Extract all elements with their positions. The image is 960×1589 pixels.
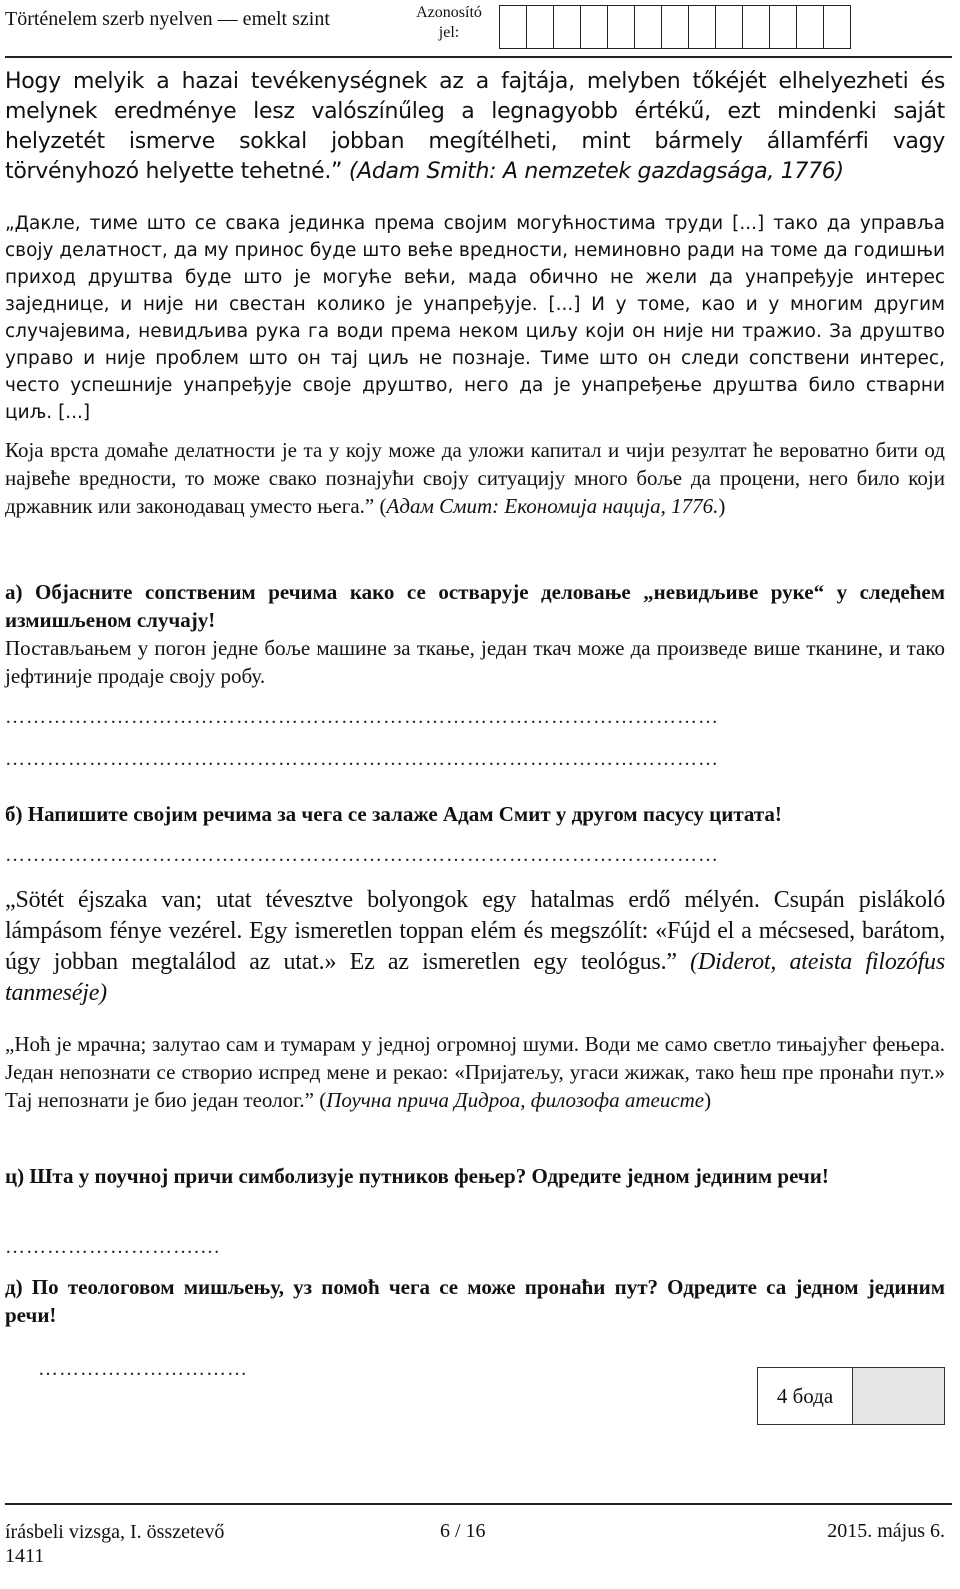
- question-b: б) Напишите својим речима за чега се залаже Адам Смит у другом пасусу цитата!: [5, 802, 782, 826]
- id-boxes: [500, 5, 851, 49]
- question-c: ц) Шта у поучној причи симболизује путников фењер? Одредите једном јединим речи!: [5, 1164, 829, 1188]
- answer-line[interactable]: …………………………………………………………………………………………: [5, 748, 719, 770]
- exam-date: 2015. május 6.: [827, 1520, 945, 1542]
- id-box[interactable]: [661, 5, 689, 49]
- answer-line[interactable]: ……………………….…: [5, 1236, 221, 1258]
- header-divider: [5, 56, 952, 58]
- footer-divider: [5, 1503, 952, 1505]
- id-box[interactable]: [553, 5, 581, 49]
- footer-exam-info: írásbeli vizsga, I. összetevő 1411: [5, 1521, 225, 1567]
- score-box: [757, 1367, 945, 1425]
- source2-serbian: „Ноћ је мрачна; залутао сам и тумарам у једној огромној шуми. Води ме само светло тињајућег фењера. Један непознати се створио испред мене и рекао: «Пријатељу, угаси жижак, тако ћеш пре пронаћи пут.» Тај непознати је био један теолог.” (Поучна прича Дидроа, филозофа атеисте): [5, 1032, 945, 1112]
- id-box[interactable]: [526, 5, 554, 49]
- answer-line[interactable]: …………………………………………………………………………………………: [5, 844, 719, 866]
- id-box[interactable]: [796, 5, 824, 49]
- id-box[interactable]: [769, 5, 797, 49]
- id-box[interactable]: [715, 5, 743, 49]
- page-number: 6 / 16: [440, 1520, 486, 1542]
- exam-title: Történelem szerb nyelven — emelt szint: [5, 8, 330, 30]
- id-box[interactable]: [634, 5, 662, 49]
- source2-hungarian: „Sötét éjszaka van; utat tévesztve bolyongok egy hatalmas erdő mélyén. Csupán pislákoló lámpásom fénye vezérel. Egy ismeretlen toppan elém és megszólít: «Fújd el a mécsesed, barátom, úgy jobban megtalálod az utat.» Ez az ismeretlen egy teológus.” (Diderot, ateista filozófus tanmeséje): [5, 887, 945, 1006]
- question-d: д) По теологовом мишљењу, уз помоћ чега се може пронаћи пут? Одредите са једном јединим речи!: [5, 1275, 945, 1327]
- source1-serbian-p2: Која врста домаће делатности је та у коју може да уложи капитал и чији резултат ће вероватно бити од највеће вредности, то може свако познајући своју ситуацију много боље да процени, него било који државник или законодавац уместо њега.” (Адам Смит: Економија нација, 1776.): [5, 438, 945, 518]
- id-box[interactable]: [607, 5, 635, 49]
- answer-line[interactable]: …………………………………………………………………………………………: [5, 706, 719, 728]
- id-box[interactable]: [499, 5, 527, 49]
- id-label: Azonosító jel:: [416, 4, 482, 41]
- question-a-case: Постављањем у погон једне боље машине за ткање, један ткач може да произведе више тканине, и тако јефтиније продаје своју робу.: [5, 636, 945, 688]
- id-box[interactable]: [580, 5, 608, 49]
- id-box[interactable]: [823, 5, 851, 49]
- source1-hungarian: Hogy melyik a hazai tevékenységnek az a fajtája, melyben tőkéjét elhelyezheti és melynek eredménye lesz valószínűleg a legnagyobb értékű, ezt mindenki saját helyzetét ismerve sokkal jobban megítélheti, mint bármely államférfi vagy törvényhozó helyette tehetné.” (Adam Smith: A nemzetek gazdagsága, 1776): [5, 69, 945, 184]
- source1-serbian-p1: „Дакле, тиме што се свака јединка према својим могућностима труди [...] тако да управља своју делатност, да му принос буде што веће вредности, неминовно ради на томе да годишњи приход друштва буде што је могуће већи, мада обично не жели да унапређује интерес заједнице, и није ни свестан колико је унапређује. [...] И у томе, као и у многим другим случајевима, невидљива рука га води према неком циљу који он није ни тражио. За друштво управо и није проблем што он тај циљ не познаје. Тиме што он следи сопствени интерес, често успешније унапређује своје друштво, него да је унапређење друштва било стварни циљ. [...]: [5, 213, 945, 423]
- score-field[interactable]: [853, 1368, 944, 1424]
- score-label: 4 бода: [758, 1368, 853, 1424]
- id-box[interactable]: [688, 5, 716, 49]
- question-a: а) Објасните сопственим речима како се остварује деловање „невидљиве руке“ у следећем измишљеном случају!: [5, 580, 945, 632]
- answer-line[interactable]: …………………………: [38, 1358, 248, 1380]
- id-box[interactable]: [742, 5, 770, 49]
